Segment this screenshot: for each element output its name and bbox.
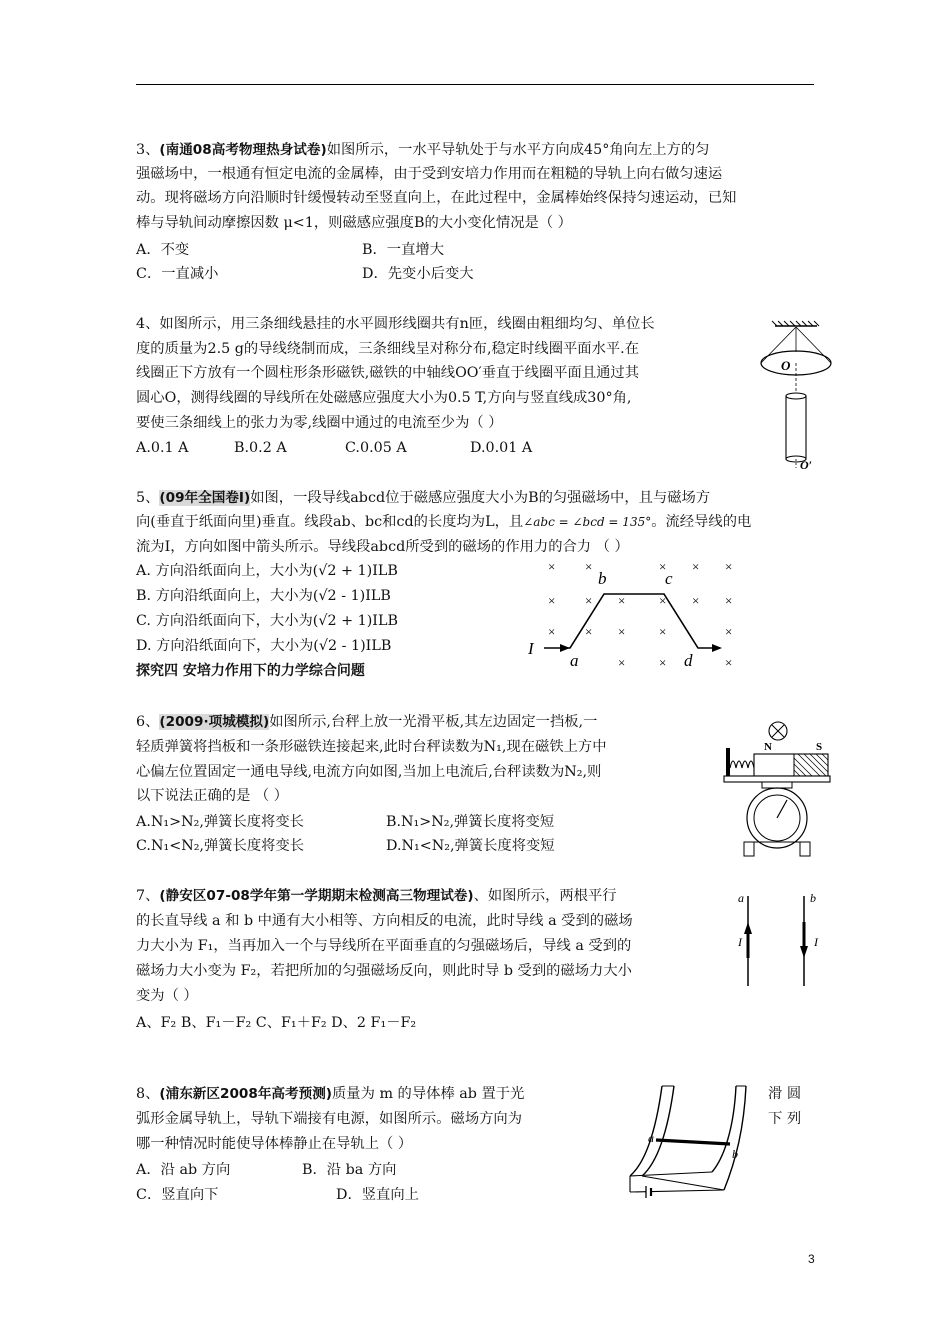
q8-line-1: 8、(浦东新区2008年高考预测)质量为 m 的导体棒 ab 置于光 bbox=[136, 1086, 525, 1102]
q5-fig-label-b: b bbox=[598, 569, 607, 588]
page-number: 3 bbox=[808, 1252, 815, 1266]
svg-text:×: × bbox=[725, 593, 733, 608]
q3-source: (南通08高考物理热身试卷) bbox=[159, 142, 327, 158]
svg-text:×: × bbox=[659, 559, 667, 574]
q3-option-a: A．不变 bbox=[136, 242, 190, 258]
svg-text:×: × bbox=[725, 624, 733, 639]
q6-option-c: C.N₁<N₂,弹簧长度将变长 bbox=[136, 838, 305, 854]
svg-text:×: × bbox=[725, 559, 733, 574]
svg-text:×: × bbox=[725, 655, 733, 670]
q6-option-d: D.N₁<N₂,弹簧长度将变短 bbox=[386, 838, 555, 854]
q6-line-4: 以下说法正确的是 （ ） bbox=[136, 788, 289, 804]
q4-option-b: B.0.2 A bbox=[234, 440, 287, 456]
q8-option-b: B．沿 ba 方向 bbox=[302, 1162, 397, 1178]
svg-text:×: × bbox=[548, 593, 556, 608]
q7-line-4: 磁场力大小变为 F₂，若把所加的匀强磁场反向，则此时导 b 受到的磁场力大小 bbox=[136, 963, 632, 979]
q5-option-d: D. 方向沿纸面向下，大小为(√2 - 1)ILB bbox=[136, 638, 392, 654]
q4-option-d: D.0.01 A bbox=[470, 440, 533, 456]
q3-line-1: 3、(南通08高考物理热身试卷)如图所示，一水平导轨处于与水平方向成45°角向左上方的匀 bbox=[136, 142, 710, 158]
q6-line-2: 轻质弹簧将挡板和一条形磁铁连接起来,此时台秤读数为N₁,现在磁铁上方中 bbox=[136, 739, 607, 755]
q7-fig-label-b: b bbox=[810, 891, 816, 905]
svg-text:×: × bbox=[585, 559, 593, 574]
q4-line-1: 4、如图所示，用三条细线悬挂的水平圆形线圈共有n匝，线圈由粗细均匀、单位长 bbox=[136, 316, 655, 332]
q8-fig-label-a: a bbox=[648, 1131, 654, 1145]
q8-rail-figure bbox=[622, 1080, 764, 1198]
q5-option-a: A. 方向沿纸面向上，大小为(√2 + 1)ILB bbox=[136, 563, 398, 579]
q4-line-2: 度的质量为2.5 g的导线绕制而成，三条细线呈对称分布,稳定时线圈平面水平.在 bbox=[136, 341, 640, 357]
q4-fig-label-o-prime: O′ bbox=[800, 458, 813, 472]
q4-option-a: A.0.1 A bbox=[136, 440, 189, 456]
q6-fig-label-n: N bbox=[764, 741, 772, 753]
q5-line-2: 向(垂直于纸面向里)垂直。线段ab、bc和cd的长度均为L，且∠abc = ∠bcd = 135°。流经导线的电 bbox=[136, 514, 752, 530]
q4-option-c: C.0.05 A bbox=[345, 440, 407, 456]
svg-text:×: × bbox=[548, 559, 556, 574]
q8-line-2-right: 下 列 bbox=[768, 1111, 802, 1127]
q4-line-3: 线圈正下方放有一个圆柱形条形磁铁,磁铁的中轴线OO′垂直于线圈平面且通过其 bbox=[136, 365, 640, 381]
q7-line-5: 变为（ ） bbox=[136, 988, 198, 1004]
q7-fig-label-i-left: I bbox=[738, 935, 742, 949]
q8-option-c: C．竖直向下 bbox=[136, 1187, 219, 1203]
q6-fig-label-s: S bbox=[816, 741, 823, 753]
svg-text:×: × bbox=[618, 655, 626, 670]
q3-option-d: D．先变小后变大 bbox=[362, 266, 474, 282]
q6-scale-magnet-figure bbox=[722, 720, 834, 860]
q3-line-3: 动。现将磁场方向沿顺时针缓慢转动至竖直向上，在此过程中，金属棒始终保持匀速运动，已知 bbox=[136, 190, 737, 206]
q3-option-b: B．一直增大 bbox=[362, 242, 444, 258]
q6-line-3: 心偏左位置固定一通电导线,电流方向如图,当加上电流后,台秤读数为N₂,则 bbox=[136, 764, 602, 780]
q3-line-4: 棒与导轨间动摩擦因数 μ<1，则磁感应强度B的大小变化情况是（ ） bbox=[136, 215, 572, 231]
section-4-heading: 探究四 安培力作用下的力学综合问题 bbox=[136, 663, 365, 679]
svg-text:×: × bbox=[659, 655, 667, 670]
svg-text:×: × bbox=[585, 624, 593, 639]
q5-wire-field-figure bbox=[522, 556, 747, 674]
q5-fig-label-d: d bbox=[684, 651, 693, 670]
q5-option-b: B. 方向沿纸面向上，大小为(√2 - 1)ILB bbox=[136, 588, 391, 604]
q7-fig-label-a: a bbox=[738, 891, 744, 905]
q5-fig-label-a: a bbox=[570, 651, 579, 670]
svg-text:×: × bbox=[692, 593, 700, 608]
q5-angle-formula: ∠abc = ∠bcd = 135° bbox=[523, 515, 652, 529]
q5-option-c: C. 方向沿纸面向下，大小为(√2 + 1)ILB bbox=[136, 613, 398, 629]
q7-source: (静安区07-08学年第一学期期末检测高三物理试卷) bbox=[159, 888, 474, 904]
svg-text:×: × bbox=[659, 624, 667, 639]
q7-line-1: 7、(静安区07-08学年第一学期期末检测高三物理试卷)、如图所示，两根平行 bbox=[136, 888, 617, 904]
svg-text:×: × bbox=[618, 593, 626, 608]
q5-fig-label-i: I bbox=[528, 639, 534, 658]
q8-option-d: D．竖直向上 bbox=[336, 1187, 419, 1203]
q6-option-a: A.N₁>N₂,弹簧长度将变长 bbox=[136, 814, 304, 830]
svg-text:×: × bbox=[618, 624, 626, 639]
q4-fig-label-o: O bbox=[781, 358, 791, 373]
svg-text:×: × bbox=[548, 624, 556, 639]
q7-parallel-wires-figure bbox=[734, 882, 830, 990]
svg-text:×: × bbox=[659, 593, 667, 608]
q8-line-1-right: 滑 圆 bbox=[768, 1086, 802, 1102]
q8-fig-label-b: b bbox=[732, 1147, 738, 1161]
q3-line-2: 强磁场中，一根通有恒定电流的金属棒，由于受到安培力作用而在粗糙的导轨上向右做匀速运 bbox=[136, 166, 723, 182]
q8-source: (浦东新区2008年高考预测) bbox=[159, 1086, 333, 1102]
q3-option-c: C．一直减小 bbox=[136, 266, 219, 282]
q4-line-4: 圆心O，测得线圈的导线所在处磁感应强度大小为0.5 T,方向与竖直线成30°角, bbox=[136, 390, 632, 406]
q5-source: (09年全国卷Ⅰ) bbox=[159, 490, 251, 506]
q7-line-3: 力大小为 F₁，当再加入一个与导线所在平面垂直的匀强磁场后，导线 a 受到的 bbox=[136, 938, 632, 954]
header-rule bbox=[136, 84, 814, 85]
q7-options: A、F₂ B、F₁－F₂ C、F₁＋F₂ D、2 F₁－F₂ bbox=[136, 1015, 417, 1031]
q4-line-5: 要使三条细线上的张力为零,线圈中通过的电流至少为（ ） bbox=[136, 415, 503, 431]
svg-text:×: × bbox=[585, 593, 593, 608]
q4-coil-magnet-figure bbox=[755, 318, 835, 478]
q8-option-a: A．沿 ab 方向 bbox=[136, 1162, 231, 1178]
q6-source: (2009·项城模拟) bbox=[159, 714, 270, 730]
svg-text:×: × bbox=[692, 559, 700, 574]
q5-line-3: 流为I，方向如图中箭头所示。导线段abcd所受到的磁场的作用力的合力 （ ） bbox=[136, 539, 629, 555]
q7-line-2: 的长直导线 a 和 b 中通有大小相等、方向相反的电流，此时导线 a 受到的磁场 bbox=[136, 913, 633, 929]
q6-option-b: B.N₁>N₂,弹簧长度将变短 bbox=[386, 814, 555, 830]
q7-fig-label-i-right: I bbox=[814, 935, 818, 949]
q8-line-3: 哪一种情况时能使导体棒静止在导轨上（ ） bbox=[136, 1136, 413, 1152]
q6-line-1: 6、(2009·项城模拟)如图所示,台秤上放一光滑平板,其左边固定一挡板,一 bbox=[136, 714, 598, 730]
q5-line-1: 5、(09年全国卷Ⅰ)如图，一段导线abcd位于磁感应强度大小为B的匀强磁场中，且与磁场方 bbox=[136, 490, 711, 506]
q8-line-2: 弧形金属导轨上，导轨下端接有电源，如图所示。磁场方向为 bbox=[136, 1111, 523, 1127]
q5-fig-label-c: c bbox=[665, 569, 673, 588]
